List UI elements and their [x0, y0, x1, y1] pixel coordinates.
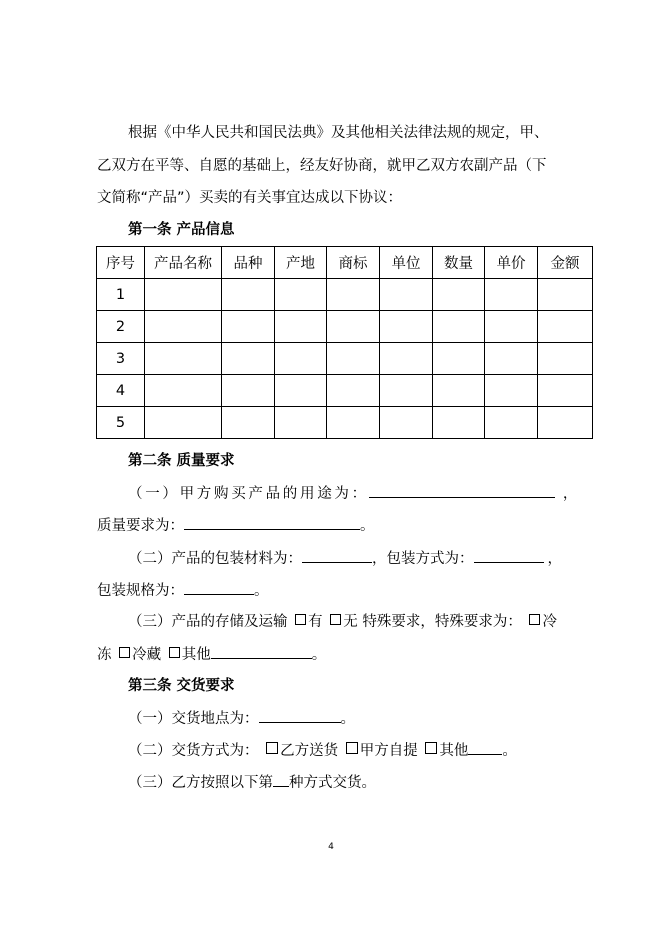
option-no: 无 [343, 614, 358, 630]
intro-line-2: 乙双方在平等、自愿的基础上，经友好协商，就甲乙双方农副产品（下 [97, 158, 547, 174]
usage-blank[interactable] [369, 483, 555, 498]
table-cell[interactable] [275, 407, 327, 439]
article2-title: 第二条 质量要求 [128, 453, 235, 469]
article3-item3 [128, 772, 376, 793]
table-header-cell: 数量 [433, 247, 485, 279]
table-cell[interactable] [275, 375, 327, 407]
table-cell[interactable] [380, 279, 433, 311]
row-number-cell: 2 [97, 311, 145, 343]
table-cell[interactable] [380, 311, 433, 343]
option-frozen-part2: 冻 [97, 647, 112, 663]
quality-label: 质量要求为： [97, 518, 184, 534]
delivery-method-label: （二）交货方式为： [128, 743, 259, 759]
table-cell[interactable] [538, 311, 593, 343]
table-cell[interactable] [485, 407, 538, 439]
table-cell[interactable] [145, 407, 222, 439]
table-cell[interactable] [433, 407, 485, 439]
table-cell[interactable] [222, 343, 275, 375]
article3-title: 第三条 交货要求 [128, 678, 235, 694]
table-cell[interactable] [433, 279, 485, 311]
row-number-cell: 4 [97, 375, 145, 407]
table-cell[interactable] [485, 375, 538, 407]
table-cell[interactable] [485, 311, 538, 343]
table-cell[interactable] [380, 375, 433, 407]
table-cell[interactable] [380, 407, 433, 439]
article1-title: 第一条 产品信息 [128, 222, 235, 238]
table-header-cell: 商标 [327, 247, 380, 279]
packaging-spec-label: 包装规格为： [97, 583, 184, 599]
checkbox-icon[interactable] [169, 647, 180, 658]
table-cell[interactable] [327, 311, 380, 343]
packaging-material-blank[interactable] [302, 548, 372, 563]
period: 。 [340, 711, 355, 727]
checkbox-icon[interactable] [330, 614, 341, 625]
other-method-blank[interactable] [468, 740, 502, 755]
table-header-cell: 单价 [485, 247, 538, 279]
checkbox-icon[interactable] [346, 742, 358, 754]
delivery-way-blank[interactable] [273, 772, 289, 787]
table-cell[interactable] [275, 311, 327, 343]
table-cell[interactable] [485, 279, 538, 311]
table-row [97, 343, 593, 375]
table-header-row [97, 247, 593, 279]
article2-item2-line1 [128, 548, 562, 569]
table-cell[interactable] [145, 343, 222, 375]
table-cell[interactable] [433, 311, 485, 343]
delivery-location-blank[interactable] [259, 708, 341, 723]
period: 。 [311, 647, 327, 663]
option-frozen-part: 冷 [542, 614, 557, 630]
table-cell[interactable] [327, 407, 380, 439]
table-cell[interactable] [433, 375, 485, 407]
table-cell[interactable] [327, 375, 380, 407]
delivery-way-label: （三）乙方按照以下第 [128, 775, 273, 791]
storage-label: （三）产品的存储及运输 [128, 614, 288, 630]
period: 。 [502, 743, 517, 759]
table-cell[interactable] [222, 311, 275, 343]
packaging-method-label: ，包装方式为： [372, 551, 474, 567]
table-cell[interactable] [275, 279, 327, 311]
table-cell[interactable] [327, 279, 380, 311]
page-number: 4 [328, 842, 334, 852]
checkbox-icon[interactable] [425, 742, 437, 754]
intro-line-3: 文简称“产品”）买卖的有关事宜达成以下协议： [97, 190, 403, 206]
table-cell[interactable] [538, 343, 593, 375]
period: 。 [254, 583, 269, 599]
table-cell[interactable] [380, 343, 433, 375]
table-cell[interactable] [145, 279, 222, 311]
intro-line-1: 根据《中华人民共和国民法典》及其他相关法律法规的规定，甲、 [128, 125, 549, 141]
table-cell[interactable] [145, 311, 222, 343]
table-cell[interactable] [538, 375, 593, 407]
table-row [97, 407, 593, 439]
article2-item3-line1 [128, 612, 557, 632]
checkbox-icon[interactable] [119, 647, 130, 658]
table-cell[interactable] [327, 343, 380, 375]
table-cell[interactable] [433, 343, 485, 375]
product-info-table [96, 246, 593, 439]
option-chilled: 冷藏 [132, 647, 162, 663]
packaging-material-label: （二）产品的包装材料为： [128, 551, 302, 567]
option-yes: 有 [308, 614, 323, 630]
row-number-cell: 3 [97, 343, 145, 375]
article2-item1-line2 [97, 515, 375, 536]
option-other: 其他 [181, 647, 211, 663]
packaging-spec-blank[interactable] [184, 580, 254, 595]
table-header-cell: 单位 [380, 247, 433, 279]
table-row [97, 375, 593, 407]
article2-item1-label: （一）甲方购买产品的用途为： [128, 486, 369, 502]
table-cell[interactable] [275, 343, 327, 375]
table-header-cell: 序号 [97, 247, 145, 279]
special-req-label: 特殊要求，特殊要求为： [357, 614, 522, 630]
table-header-cell: 产地 [275, 247, 327, 279]
article3-item2 [128, 740, 517, 761]
delivery-way-suffix: 种方式交货。 [289, 775, 376, 791]
row-number-cell: 5 [97, 407, 145, 439]
checkbox-icon[interactable] [266, 742, 278, 754]
comma: ， [547, 551, 562, 567]
quality-blank[interactable] [184, 515, 360, 530]
table-row [97, 279, 593, 311]
article2-item3-line2 [97, 644, 326, 665]
table-cell[interactable] [145, 375, 222, 407]
table-row [97, 311, 593, 343]
table-cell[interactable] [538, 407, 593, 439]
table-cell[interactable] [222, 279, 275, 311]
comma: ， [562, 486, 578, 502]
table-header-cell: 金额 [538, 247, 593, 279]
article2-item2-line2 [97, 580, 269, 601]
table-header-cell: 品种 [222, 247, 275, 279]
table-cell[interactable] [538, 279, 593, 311]
option-other: 其他 [439, 743, 469, 759]
option-buyer-pickup: 甲方自提 [359, 743, 418, 759]
checkbox-icon[interactable] [295, 614, 306, 625]
option-seller-delivery: 乙方送货 [280, 743, 339, 759]
delivery-location-label: （一）交货地点为： [128, 711, 259, 727]
table-header-cell: 产品名称 [145, 247, 222, 279]
table-cell[interactable] [485, 343, 538, 375]
table-cell[interactable] [222, 375, 275, 407]
other-blank[interactable] [211, 644, 312, 659]
article3-item1 [128, 708, 355, 729]
table-cell[interactable] [222, 407, 275, 439]
period: 。 [360, 518, 375, 534]
row-number-cell: 1 [97, 279, 145, 311]
packaging-method-blank[interactable] [474, 548, 544, 563]
article2-item1-line1 [128, 483, 577, 504]
checkbox-icon[interactable] [529, 614, 540, 625]
